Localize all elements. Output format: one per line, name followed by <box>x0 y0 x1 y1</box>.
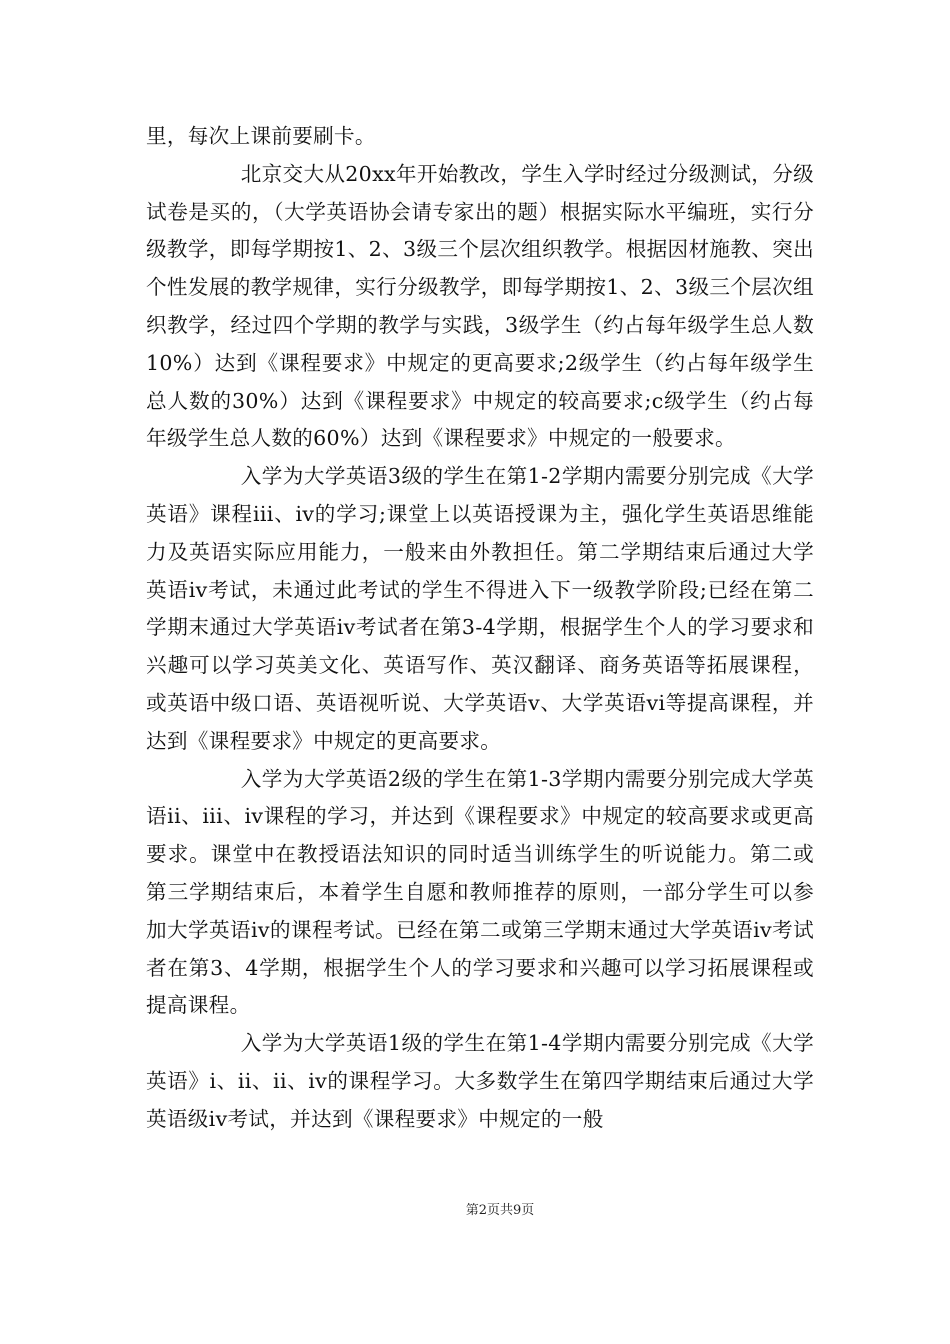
paragraph-level-3: 入学为大学英语3级的学生在第1-2学期内需要分别完成《大学英语》课程iii、iv的学习;课堂上以英语授课为主，强化学生英语思维能力及英语实际应用能力，一般来由外教担任。第二学期结束后通过大学英语iv考试，未通过此考试的学生不得进入下一级教学阶段;已经在第二学期末通过大学英语iv考试者在第3-4学期，根据学生个人的学习要求和兴趣可以学习英美文化、英语写作、英汉翻译、商务英语等拓展课程，或英语中级口语、英语视听说、大学英语v、大学英语vi等提高课程，并达到《课程要求》中规定的更高要求。 <box>146 464 814 753</box>
document-body <box>146 118 814 1139</box>
paragraph-reform-intro: 北京交大从20xx年开始教改，学生入学时经过分级测试，分级试卷是买的，（大学英语协会请专家出的题）根据实际水平编班，实行分级教学，即每学期按1、2、3级三个层次组织教学。根据因材施教、突出个性发展的教学规律，实行分级教学，即每学期按1、2、3级三个层次组织教学，经过四个学期的教学与实践，3级学生（约占每年级学生总人数10%）达到《课程要求》中规定的更高要求;2级学生（约占每年级学生总人数的30%）达到《课程要求》中规定的较高要求;c级学生（约占每年级学生总人数的60%）达到《课程要求》中规定的一般要求。 <box>146 161 814 451</box>
paragraph-continued: 里，每次上课前要刷卡。 <box>146 124 376 148</box>
paragraph-level-1: 入学为大学英语1级的学生在第1-4学期内需要分别完成《大学英语》i、ii、ii、iv的课程学习。大多数学生在第四学期结束后通过大学英语级iv考试，并达到《课程要求》中规定的一般 <box>146 1031 814 1131</box>
paragraph-level-2: 入学为大学英语2级的学生在第1-3学期内需要分别完成大学英语ii、iii、iv课程的学习，并达到《课程要求》中规定的较高要求或更高要求。课堂中在教授语法知识的同时适当训练学生的听说能力。第二或第三学期结束后，本着学生自愿和教师推荐的原则，一部分学生可以参加大学英语iv的课程考试。已经在第二或第三学期末通过大学英语iv考试者在第3、4学期，根据学生个人的学习要求和兴趣可以学习拓展课程或提高课程。 <box>146 766 814 1018</box>
page-number-footer: 第2页共9页 <box>465 1203 535 1218</box>
